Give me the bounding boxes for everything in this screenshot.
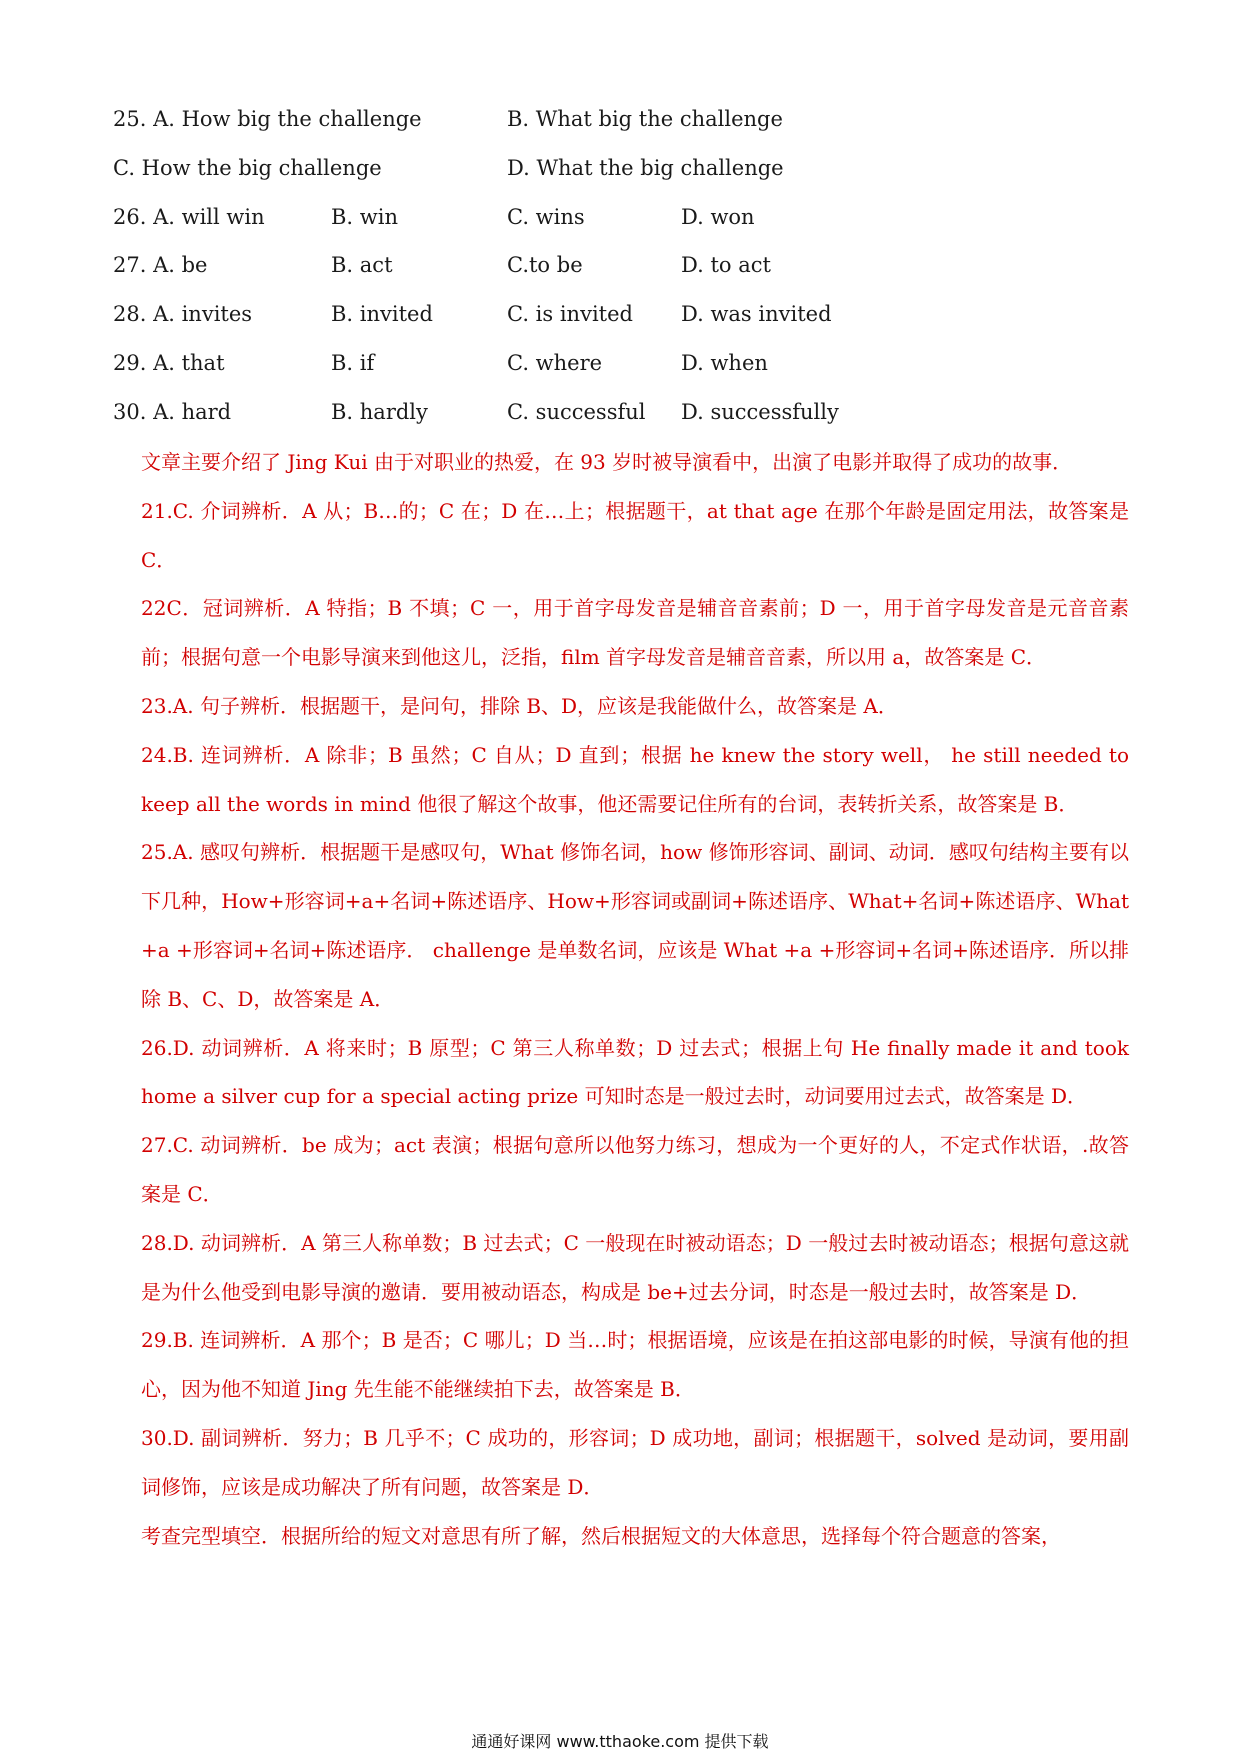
option-text: D. was invited [681,302,832,327]
option-text: D. when [681,351,768,375]
question-row [0,148,1240,188]
explanation-24: 24.B. 连词辨析．A 除非；B 虽然；C 自从；D 直到；根据 he knew the story well， he still needed to keep all the words in mind 他很了解这个故事，他还需要记住所有的台词，表转折关系，故答案是 B． [141,742,1129,816]
option-text: B. invited [331,302,433,327]
option-text: C.to be [507,253,583,278]
option-text: 27. A. be [113,253,208,278]
question-row [0,294,1240,334]
option-text: C. wins [507,204,585,229]
explanation-21: 21.C. 介词辨析．A 从；B…的；C 在；D 在…上；根据题干，at that age 在那个年龄是固定用法，故答案是 C． [141,498,1129,572]
question-row [0,197,1240,237]
option-text: 25. A. How big the challenge [113,107,422,131]
option-text: D. won [681,204,755,229]
option-text: D. to act [681,253,771,278]
option-text: B. hardly [331,399,428,424]
explanation-26: 26.D. 动词辨析．A 将来时；B 原型；C 第三人称单数；D 过去式；根据上句 He finally made it and took home a silver cup for a special acting prize 可知时态是一般过去时，动词要用过去式，故答案是 D． [141,1035,1129,1109]
option-text: C. is invited [507,302,633,327]
question-row [0,392,1240,432]
conclusion-paragraph: 考查完型填空．根据所给的短文对意思有所了解，然后根据短文的大体意思，选择每个符合题意的答案， [141,1523,1061,1548]
option-text: C. How the big challenge [113,155,382,180]
explanation-22: 22C．冠词辨析．A 特指；B 不填；C 一，用于首字母发音是辅音音素前；D 一，用于首字母发音是元音音素前；根据句意一个电影导演来到他这儿，泛指，film 首字母发音是辅音音素，所以用 a，故答案是 C． [141,596,1129,670]
explanation-27: 27.C. 动词辨析．be 成为；act 表演；根据句意所以他努力练习，想成为一个更好的人，不定式作状语，.故答案是 C． [141,1133,1129,1206]
option-text: 28. A. invites [113,302,253,327]
explanation-23: 23.A. 句子辨析．根据题干，是问句，排除 B、D，应该是我能做什么，故答案是 A． [141,693,898,718]
option-text: B. win [331,204,398,229]
option-text: C. successful [507,399,646,424]
summary-paragraph: 文章主要介绍了 Jing Kui 由于对职业的热爱，在 93 岁时被导演看中，出演了电影并取得了成功的故事． [141,450,1073,474]
explanation-25: 25.A. 感叹句辨析．根据题干是感叹句，What 修饰名词，how 修饰形容词、副词、动词．感叹句结构主要有以下几种，How+形容词+a+名词+陈述语序、How+形容词或副词+陈述语序、What+名词+陈述语序、What +a +形容词+名词+陈述语序． challenge 是单数名词，应该是 What +a +形容词+名词+陈述语序．所以排除 B、C、D，故答案是 A． [141,840,1129,1011]
question-row [0,245,1240,285]
explanation-29: 29.B. 连词辨析．A 那个；B 是否；C 哪儿；D 当…时；根据语境，应该是在拍这部电影的时候，导演有他的担心，因为他不知道 Jing 先生能不能继续拍下去，故答案是 B． [141,1328,1129,1402]
question-row [0,343,1240,383]
question-row [0,99,1240,139]
option-text: C. where [507,351,603,375]
option-text: 29. A. that [113,351,225,375]
option-text: B. What big the challenge [507,107,783,131]
page-footer: 通通好课网 www.tthaoke.com 提供下载 [471,1732,769,1751]
option-text: B. act [331,253,393,278]
explanation-30: 30.D. 副词辨析．努力；B 几乎不；C 成功的，形容词；D 成功地，副词；根据题干，solved 是动词，要用副词修饰，应该是成功解决了所有问题，故答案是 D． [141,1425,1129,1499]
answer-explanations [141,438,1129,1560]
option-text: D. successfully [681,399,839,424]
option-text: B. if [331,351,375,375]
option-text: 30. A. hard [113,399,232,424]
option-text: 26. A. will win [113,204,265,229]
explanation-28: 28.D. 动词辨析．A 第三人称单数；B 过去式；C 一般现在时被动语态；D 一般过去时被动语态；根据句意这就是为什么他受到电影导演的邀请．要用被动语态，构成是 be+过去分词，时态是一般过去时，故答案是 D． [141,1230,1129,1304]
option-text: D. What the big challenge [507,155,784,180]
